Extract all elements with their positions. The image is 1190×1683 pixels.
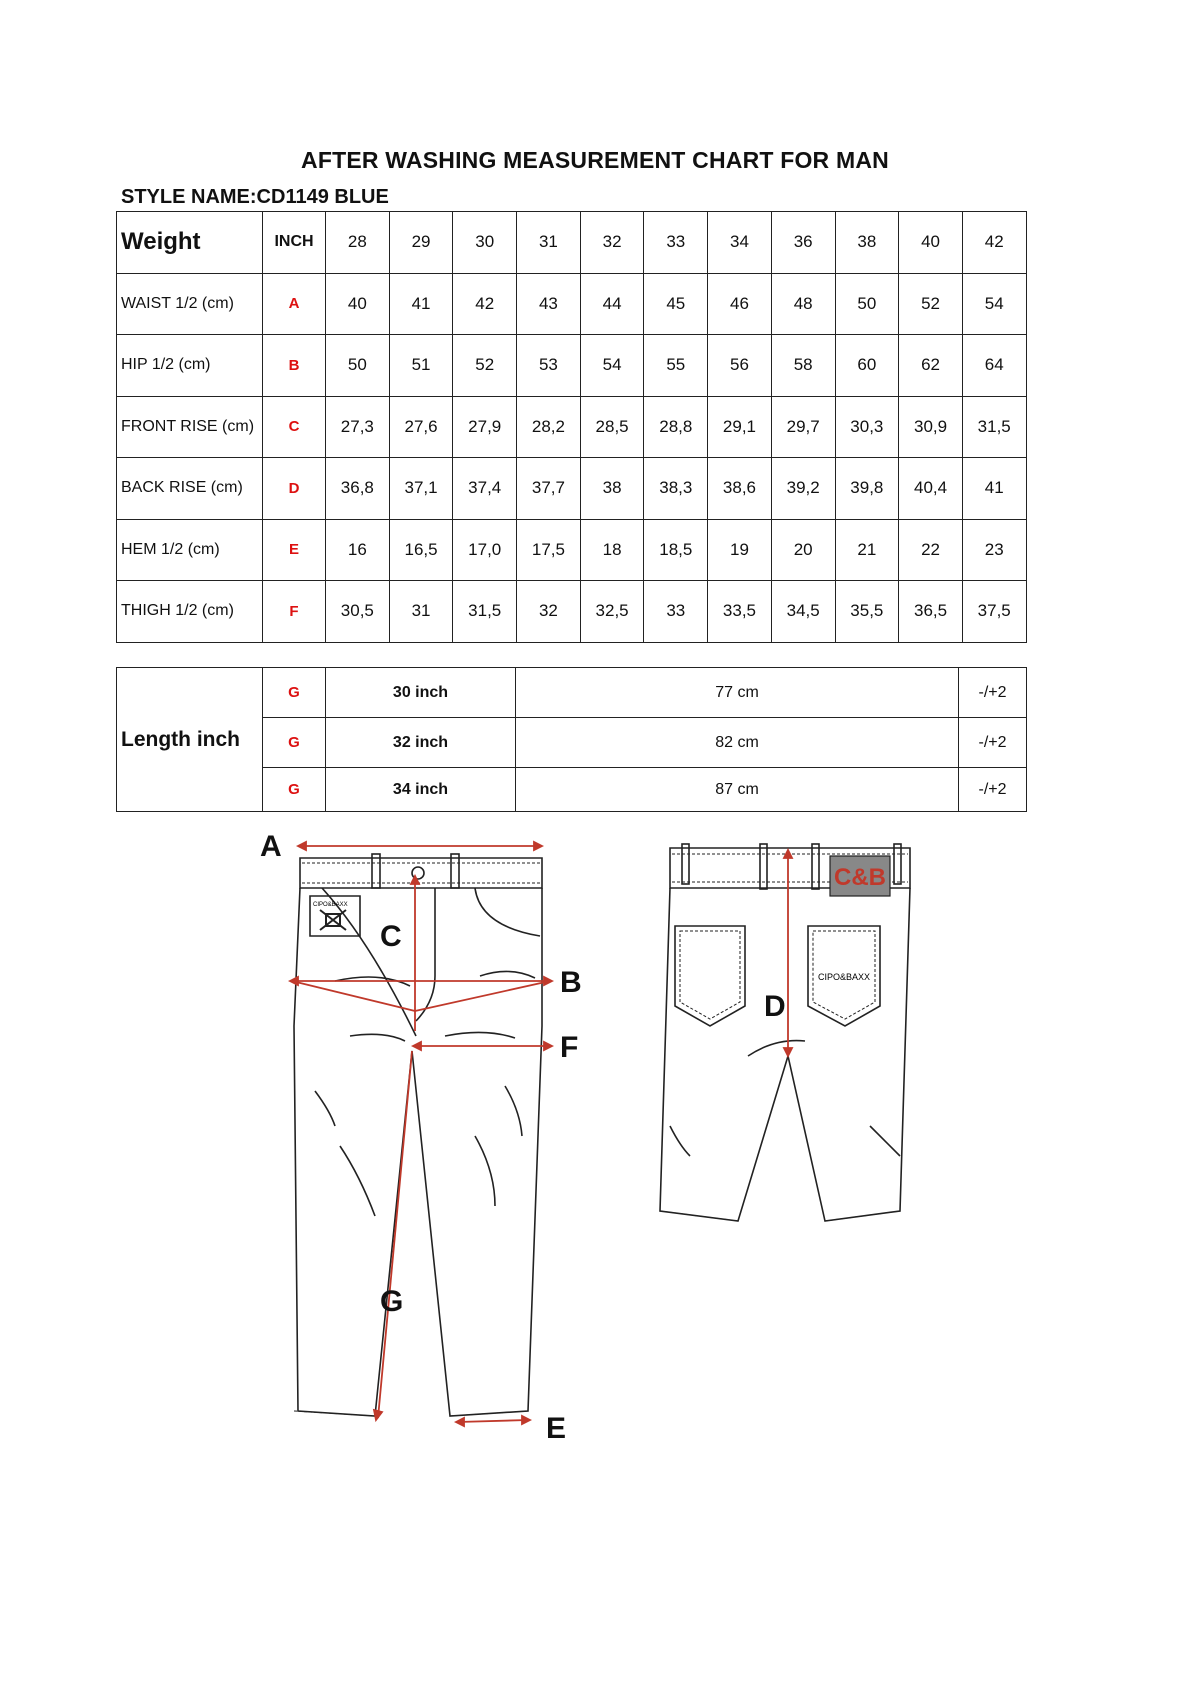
table-cell: 39,2 <box>771 458 835 520</box>
table-cell: 19 <box>708 519 772 581</box>
table-cell: 32 <box>517 581 581 643</box>
length-length-cell: 34 inch <box>326 768 516 812</box>
length-cm-cell: 82 cm <box>516 718 959 768</box>
length-code-cell: G <box>263 718 326 768</box>
table-cell: 53 <box>517 335 581 397</box>
table-cell: 38,3 <box>644 458 708 520</box>
header-inch: INCH <box>263 212 326 274</box>
table-cell: 41 <box>962 458 1026 520</box>
table-cell: 55 <box>644 335 708 397</box>
table-cell: 50 <box>835 273 899 335</box>
table-cell: 21 <box>835 519 899 581</box>
table-cell: 60 <box>835 335 899 397</box>
table-cell: 33 <box>644 581 708 643</box>
table-cell: 52 <box>453 335 517 397</box>
table-cell: 62 <box>899 335 963 397</box>
size-header-cell: 31 <box>517 212 581 274</box>
table-row <box>117 335 1027 397</box>
table-cell: 30,5 <box>326 581 390 643</box>
row-code: C <box>263 396 326 458</box>
length-code-cell: G <box>263 668 326 718</box>
row-code: A <box>263 273 326 335</box>
marker-a: A <box>260 830 282 863</box>
size-header-cell: 34 <box>708 212 772 274</box>
table-cell: 52 <box>899 273 963 335</box>
back-measurement-lines <box>784 850 792 1056</box>
table-cell: 56 <box>708 335 772 397</box>
table-cell: 31 <box>389 581 453 643</box>
table-cell: 23 <box>962 519 1026 581</box>
table-cell: 40,4 <box>899 458 963 520</box>
table-cell: 28,8 <box>644 396 708 458</box>
length-length-cell: 30 inch <box>326 668 516 718</box>
marker-f: F <box>560 1031 579 1064</box>
table-cell: 38 <box>580 458 644 520</box>
table-cell: 27,9 <box>453 396 517 458</box>
header-weight: Weight <box>117 212 263 274</box>
table-cell: 43 <box>517 273 581 335</box>
row-label: HEM 1/2 (cm) <box>117 519 263 581</box>
table-cell: 37,4 <box>453 458 517 520</box>
table-cell: 27,6 <box>389 396 453 458</box>
table-cell: 64 <box>962 335 1026 397</box>
table-row <box>117 273 1027 335</box>
front-pocket-label: CIPO&BAXX <box>313 902 348 908</box>
length-tolerance-cell: -/+2 <box>959 768 1027 812</box>
length-cm-cell: 77 cm <box>516 668 959 718</box>
table-cell: 39,8 <box>835 458 899 520</box>
table-cell: 51 <box>389 335 453 397</box>
size-header-cell: 28 <box>326 212 390 274</box>
table-cell: 48 <box>771 273 835 335</box>
table-cell: 40 <box>326 273 390 335</box>
table-cell: 18 <box>580 519 644 581</box>
marker-g: G <box>380 1285 404 1318</box>
size-header-cell: 40 <box>899 212 963 274</box>
table-cell: 30,9 <box>899 396 963 458</box>
length-length-cell: 32 inch <box>326 718 516 768</box>
row-code: D <box>263 458 326 520</box>
marker-c: C <box>380 920 402 953</box>
table-cell: 50 <box>326 335 390 397</box>
table-cell: 44 <box>580 273 644 335</box>
size-measurement-table <box>116 211 1027 643</box>
table-cell: 16,5 <box>389 519 453 581</box>
table-row <box>117 581 1027 643</box>
table-cell: 17,5 <box>517 519 581 581</box>
table-cell: 41 <box>389 273 453 335</box>
table-cell: 28,2 <box>517 396 581 458</box>
front-view-jeans <box>294 854 542 1416</box>
back-patch-label: C&B <box>834 864 886 891</box>
row-label: BACK RISE (cm) <box>117 458 263 520</box>
table-cell: 27,3 <box>326 396 390 458</box>
size-header-cell: 42 <box>962 212 1026 274</box>
style-name: STYLE NAME:CD1149 BLUE <box>121 186 389 208</box>
table-cell: 18,5 <box>644 519 708 581</box>
size-header-cell: 32 <box>580 212 644 274</box>
table-cell: 32,5 <box>580 581 644 643</box>
table-cell: 33,5 <box>708 581 772 643</box>
row-label: WAIST 1/2 (cm) <box>117 273 263 335</box>
table-row <box>117 519 1027 581</box>
table-cell: 31,5 <box>453 581 517 643</box>
table-cell: 30,3 <box>835 396 899 458</box>
table-cell: 29,1 <box>708 396 772 458</box>
table-cell: 37,7 <box>517 458 581 520</box>
table-cell: 37,1 <box>389 458 453 520</box>
row-code: E <box>263 519 326 581</box>
table-cell: 31,5 <box>962 396 1026 458</box>
marker-d: D <box>764 990 786 1023</box>
row-label: FRONT RISE (cm) <box>117 396 263 458</box>
back-view-jeans <box>660 844 910 1221</box>
row-label: HIP 1/2 (cm) <box>117 335 263 397</box>
row-label: THIGH 1/2 (cm) <box>117 581 263 643</box>
front-pocket-logo-icon <box>320 910 346 930</box>
table-cell: 46 <box>708 273 772 335</box>
table-cell: 37,5 <box>962 581 1026 643</box>
size-header-cell: 33 <box>644 212 708 274</box>
table-cell: 54 <box>580 335 644 397</box>
marker-e: E <box>546 1412 567 1445</box>
length-tolerance-cell: -/+2 <box>959 668 1027 718</box>
table-cell: 22 <box>899 519 963 581</box>
length-tolerance-cell: -/+2 <box>959 718 1027 768</box>
row-code: F <box>263 581 326 643</box>
length-code-cell: G <box>263 768 326 812</box>
table-row <box>117 396 1027 458</box>
table-cell: 20 <box>771 519 835 581</box>
size-header-cell: 36 <box>771 212 835 274</box>
length-measurement-table <box>116 667 1027 812</box>
size-header-cell: 30 <box>453 212 517 274</box>
table-cell: 36,5 <box>899 581 963 643</box>
row-code: B <box>263 335 326 397</box>
table-cell: 54 <box>962 273 1026 335</box>
length-label: Length inch <box>117 668 263 812</box>
size-header-cell: 38 <box>835 212 899 274</box>
page-title: AFTER WASHING MEASUREMENT CHART FOR MAN <box>301 147 889 173</box>
table-row <box>117 458 1027 520</box>
table-row <box>117 668 1027 718</box>
table-cell: 45 <box>644 273 708 335</box>
table-cell: 34,5 <box>771 581 835 643</box>
size-header-cell: 29 <box>389 212 453 274</box>
length-cm-cell: 87 cm <box>516 768 959 812</box>
table-cell: 35,5 <box>835 581 899 643</box>
jeans-technical-drawing <box>250 826 970 1526</box>
table-cell: 29,7 <box>771 396 835 458</box>
table-cell: 38,6 <box>708 458 772 520</box>
size-header-row <box>117 212 1027 274</box>
back-pocket-label: CIPO&BAXX <box>817 972 871 982</box>
table-cell: 36,8 <box>326 458 390 520</box>
table-cell: 58 <box>771 335 835 397</box>
table-cell: 17,0 <box>453 519 517 581</box>
table-cell: 28,5 <box>580 396 644 458</box>
table-cell: 16 <box>326 519 390 581</box>
table-cell: 42 <box>453 273 517 335</box>
marker-b: B <box>560 966 582 999</box>
